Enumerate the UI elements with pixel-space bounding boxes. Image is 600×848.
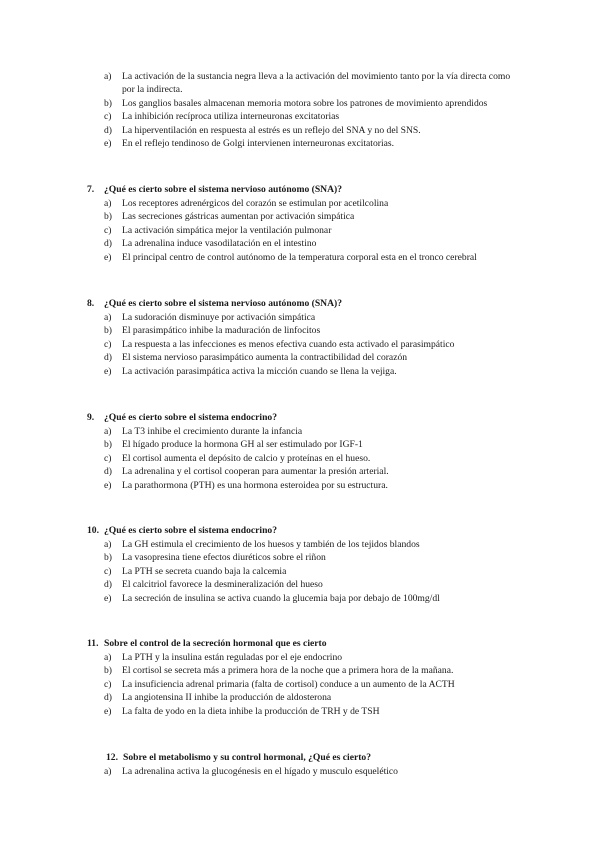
option-d bbox=[0, 237, 600, 250]
option-b bbox=[0, 551, 600, 564]
option-letter: e) bbox=[104, 592, 112, 604]
option-a bbox=[0, 765, 600, 778]
option-b bbox=[0, 324, 600, 337]
question-text: ¿Qué es cierto sobre el sistema endocrino? bbox=[104, 525, 278, 536]
option-text: Los ganglios basales almacenan memoria motora sobre los patrones de movimiento aprendidos bbox=[122, 97, 488, 109]
option-c bbox=[0, 452, 600, 465]
question-number: 10. bbox=[87, 525, 99, 536]
option-letter: e) bbox=[104, 138, 112, 150]
question-title bbox=[0, 637, 600, 651]
option-text: Los receptores adrenérgicos del corazón se estimulan por acetilcolina bbox=[122, 198, 389, 209]
option-text: El cortisol aumenta el depósito de calcio y proteínas en el hueso. bbox=[122, 452, 371, 464]
option-text: La GH estimula el crecimiento de los huesos y también de los tejidos blandos bbox=[122, 539, 420, 550]
option-letter: c) bbox=[104, 338, 112, 350]
option-letter: b) bbox=[104, 439, 112, 451]
question-number: 9. bbox=[87, 412, 95, 423]
option-text: La sudoración disminuye por activación simpática bbox=[122, 312, 316, 323]
option-text: La adrenalina y el cortisol cooperan para aumentar la presión arterial. bbox=[122, 466, 389, 478]
option-d bbox=[0, 124, 600, 137]
option-text: La PTH se secreta cuando baja la calcemia bbox=[122, 565, 287, 577]
option-d bbox=[0, 465, 600, 478]
option-text: En el reflejo tendinoso de Golgi intervienen interneuronas excitatorias. bbox=[122, 138, 394, 150]
option-text: La vasopresina tiene efectos diuréticos sobre el riñon bbox=[122, 552, 326, 564]
question-11 bbox=[0, 637, 600, 718]
option-letter: a) bbox=[104, 198, 112, 209]
option-letter: a) bbox=[104, 312, 112, 323]
option-e bbox=[0, 137, 600, 150]
option-letter: e) bbox=[104, 251, 112, 263]
option-c bbox=[0, 224, 600, 237]
option-text: La parathormona (PTH) es una hormona esteroidea por su estructura. bbox=[122, 479, 388, 491]
option-text: La PTH y la insulina están reguladas por el eje endocrino bbox=[122, 652, 343, 663]
option-a bbox=[0, 425, 600, 438]
option-letter: c) bbox=[104, 678, 112, 690]
option-letter: e) bbox=[104, 705, 112, 717]
option-letter: b) bbox=[104, 211, 112, 223]
option-text: La respuesta a las infecciones es menos efectiva cuando esta activado el parasimpático bbox=[122, 338, 455, 350]
question-title bbox=[0, 411, 600, 425]
question-text: ¿Qué es cierto sobre el sistema nervioso autónomo (SNA)? bbox=[104, 298, 343, 309]
option-text: La adrenalina activa la glucogénesis en el hígado y musculo esquelético bbox=[122, 766, 398, 777]
option-c bbox=[0, 678, 600, 691]
option-text: La angiotensina II inhibe la producción de aldosterona bbox=[122, 692, 332, 704]
option-text: El parasimpático inhibe la maduración de linfocitos bbox=[122, 325, 321, 337]
question-8 bbox=[0, 297, 600, 378]
question-title bbox=[0, 524, 600, 538]
question-text: Sobre el metabolismo y su control hormonal, ¿Qué es cierto? bbox=[123, 752, 371, 763]
option-e bbox=[0, 251, 600, 264]
option-a bbox=[0, 197, 600, 210]
option-letter: d) bbox=[104, 579, 112, 591]
option-text: El cortisol se secreta más a primera hora de la noche que a primera hora de la mañana. bbox=[122, 665, 454, 677]
question-9 bbox=[0, 411, 600, 492]
option-text: La hiperventilación en respuesta al estrés es un reflejo del SNA y no del SNS. bbox=[122, 124, 421, 136]
question-title bbox=[0, 183, 600, 197]
option-letter: b) bbox=[104, 97, 112, 109]
option-c bbox=[0, 338, 600, 351]
option-letter: e) bbox=[104, 479, 112, 491]
option-text: El principal centro de control autónomo de la temperatura corporal esta en el tronco cerebral bbox=[122, 251, 477, 263]
option-e bbox=[0, 365, 600, 378]
option-letter: c) bbox=[104, 565, 112, 577]
option-letter: a) bbox=[104, 426, 112, 437]
option-b bbox=[0, 210, 600, 223]
option-e bbox=[0, 479, 600, 492]
option-a bbox=[0, 538, 600, 551]
option-letter: a) bbox=[104, 652, 112, 663]
option-letter: d) bbox=[104, 692, 112, 704]
option-a bbox=[0, 70, 600, 97]
option-a bbox=[0, 311, 600, 324]
option-letter: c) bbox=[104, 111, 112, 123]
option-letter: d) bbox=[104, 238, 112, 250]
option-c bbox=[0, 565, 600, 578]
option-letter: e) bbox=[104, 365, 112, 377]
question-text: ¿Qué es cierto sobre el sistema endocrino? bbox=[104, 412, 278, 423]
option-text: El hígado produce la hormona GH al ser estimulado por IGF-1 bbox=[122, 439, 363, 451]
option-text: La activación simpática mejor la ventilación pulmonar bbox=[122, 224, 332, 236]
option-text: La adrenalina induce vasodilatación en el intestino bbox=[122, 238, 317, 250]
option-d bbox=[0, 691, 600, 704]
option-d bbox=[0, 578, 600, 591]
option-letter: b) bbox=[104, 552, 112, 564]
option-text: La insuficiencia adrenal primaria (falta de cortisol) conduce a un aumento de la ACTH bbox=[122, 678, 455, 690]
question-text: ¿Qué es cierto sobre el sistema nervioso autónomo (SNA)? bbox=[104, 184, 343, 195]
option-text: La falta de yodo en la dieta inhibe la producción de TRH y de TSH bbox=[122, 705, 380, 717]
question-number: 12. bbox=[106, 752, 118, 763]
question-number: 8. bbox=[87, 298, 95, 309]
option-text: La activación parasimpática activa la micción cuando se llena la vejiga. bbox=[122, 365, 397, 377]
option-text: La activación de la sustancia negra lleva a la activación del movimiento tanto por la vía directa como por la indirecta. bbox=[122, 71, 511, 96]
question-title bbox=[0, 297, 600, 311]
option-text: La inhibición recíproca utiliza interneuronas excitatorias bbox=[122, 111, 340, 123]
option-letter: b) bbox=[104, 665, 112, 677]
option-a bbox=[0, 651, 600, 664]
option-b bbox=[0, 97, 600, 110]
option-text: El sistema nervioso parasimpático aumenta la contractibilidad del corazón bbox=[122, 352, 408, 364]
option-c bbox=[0, 110, 600, 123]
question-6-continuation bbox=[0, 70, 600, 150]
option-e bbox=[0, 592, 600, 605]
question-number: 11. bbox=[87, 638, 99, 649]
option-text: Las secreciones gástricas aumentan por activación simpática bbox=[122, 211, 355, 223]
option-b bbox=[0, 664, 600, 677]
option-letter: a) bbox=[104, 539, 112, 550]
option-letter: b) bbox=[104, 325, 112, 337]
question-7 bbox=[0, 183, 600, 264]
question-title bbox=[0, 751, 600, 765]
option-d bbox=[0, 351, 600, 364]
option-letter: d) bbox=[104, 352, 112, 364]
option-letter: c) bbox=[104, 224, 112, 236]
option-b bbox=[0, 438, 600, 451]
option-text: El calcitriol favorece la desmineralización del hueso bbox=[122, 579, 323, 591]
option-letter: a) bbox=[104, 71, 112, 82]
question-12 bbox=[0, 751, 600, 778]
option-letter: d) bbox=[104, 124, 112, 136]
option-letter: d) bbox=[104, 466, 112, 478]
option-e bbox=[0, 705, 600, 718]
option-letter: a) bbox=[104, 766, 112, 777]
question-10 bbox=[0, 524, 600, 605]
option-letter: c) bbox=[104, 452, 112, 464]
question-number: 7. bbox=[87, 184, 95, 195]
question-text: Sobre el control de la secreción hormonal que es cierto bbox=[104, 638, 327, 649]
option-text: La T3 inhibe el crecimiento durante la infancia bbox=[122, 426, 303, 437]
option-text: La secreción de insulina se activa cuando la glucemia baja por debajo de 100mg/dl bbox=[122, 592, 440, 604]
